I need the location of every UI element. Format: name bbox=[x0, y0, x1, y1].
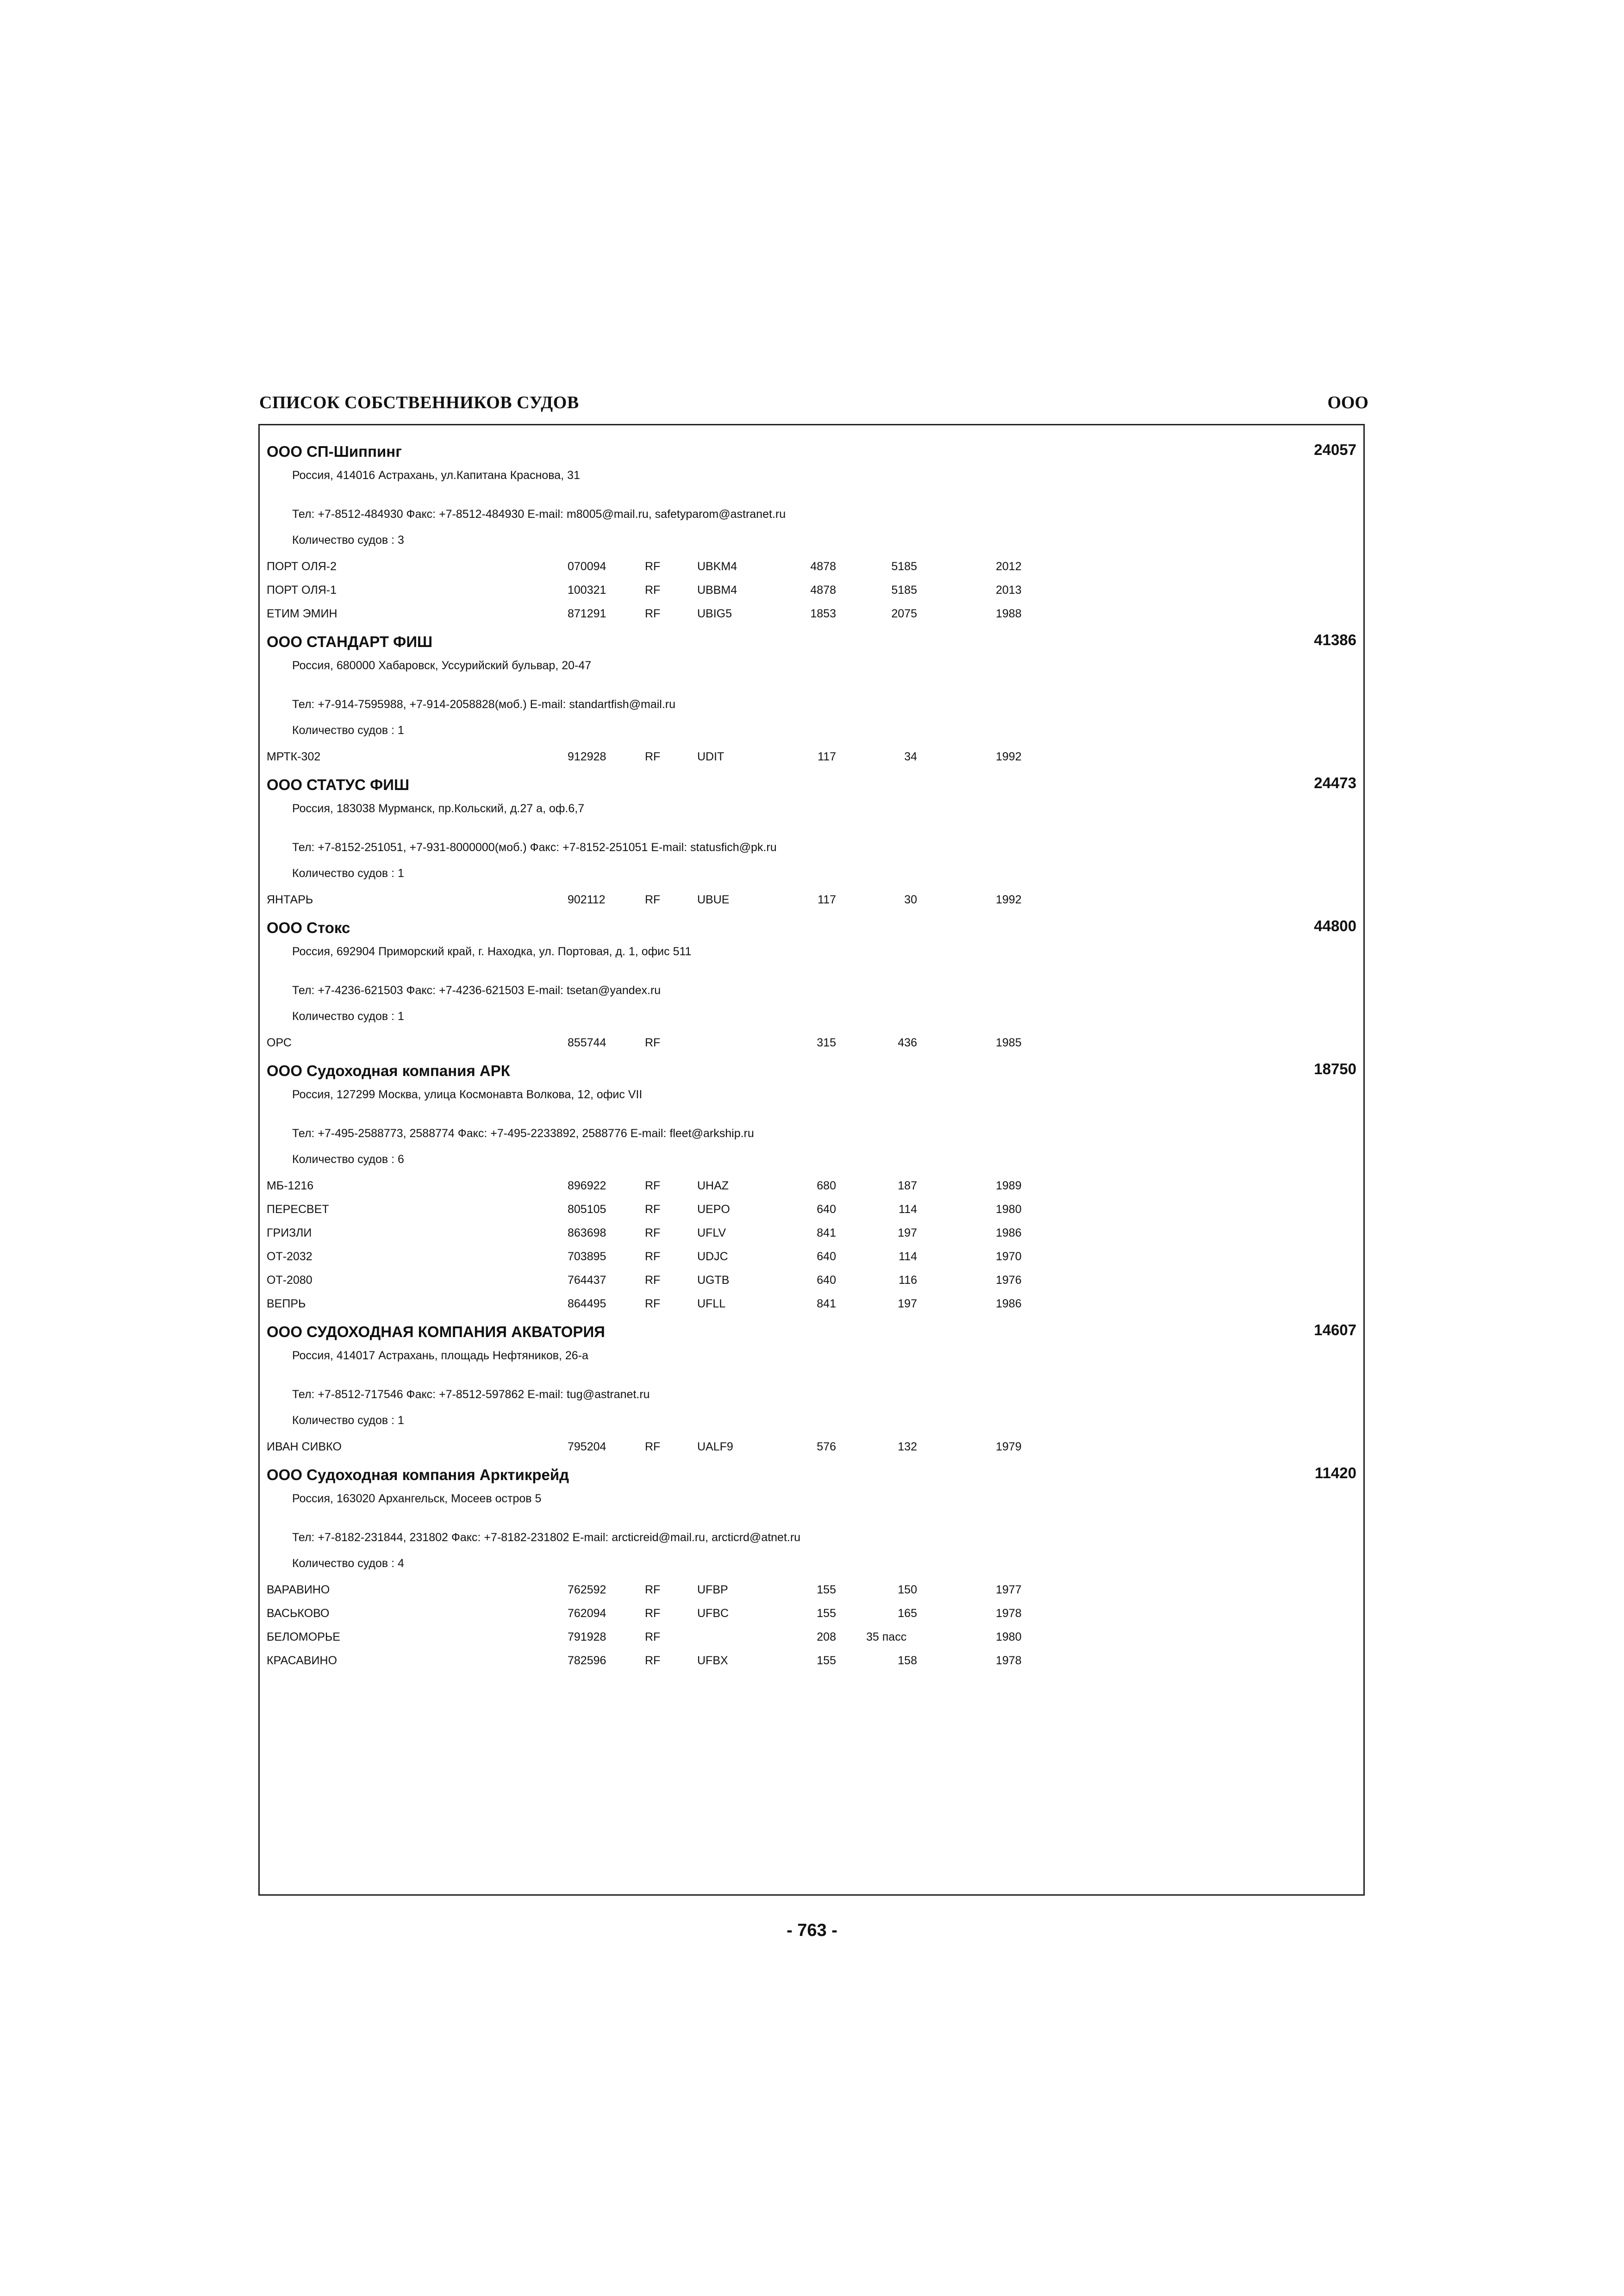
vessel-gross-tonnage: 4878 bbox=[810, 584, 836, 597]
vessel-gross-tonnage: 155 bbox=[817, 1583, 836, 1596]
owner-entry bbox=[260, 1058, 1363, 1318]
owner-contact: Тел: +7-8182-231844, 231802 Факс: +7-8182-231802 E-mail: arcticreid@mail.ru, arcticrd@atnet.ru bbox=[292, 1531, 801, 1544]
owners-list-frame bbox=[258, 424, 1365, 1896]
vessel-callsign: UALF9 bbox=[697, 1440, 733, 1453]
vessel-name: ОТ-2080 bbox=[267, 1274, 312, 1287]
owner-address: Россия, 127299 Москва, улица Космонавта Волкова, 12, офис VII bbox=[292, 1088, 643, 1101]
vessel-name: БЕЛОМОРЬЕ bbox=[267, 1630, 340, 1643]
owner-contact: Тел: +7-4236-621503 Факс: +7-4236-621503 E-mail: tsetan@yandex.ru bbox=[292, 984, 661, 997]
vessel-flag: RF bbox=[645, 1274, 661, 1287]
vessel-number: 070094 bbox=[568, 560, 606, 573]
vessel-count: Количество судов : 3 bbox=[292, 534, 404, 547]
vessel-number: 762592 bbox=[568, 1583, 606, 1596]
vessel-deadweight: 150 bbox=[898, 1583, 917, 1596]
vessel-row bbox=[260, 747, 1363, 771]
vessel-deadweight: 34 bbox=[904, 750, 917, 763]
vessel-flag: RF bbox=[645, 1440, 661, 1453]
vessel-row bbox=[260, 604, 1363, 628]
vessel-year-built: 1980 bbox=[996, 1203, 1022, 1216]
vessel-flag: RF bbox=[645, 607, 661, 620]
vessel-row bbox=[260, 1627, 1363, 1651]
vessel-flag: RF bbox=[645, 1607, 661, 1620]
vessel-count: Количество судов : 1 bbox=[292, 1414, 404, 1427]
vessel-deadweight: 30 bbox=[904, 893, 917, 906]
vessel-number: 762094 bbox=[568, 1607, 606, 1620]
vessel-callsign: UBKM4 bbox=[697, 560, 737, 573]
owner-name: ООО Судоходная компания Арктикрейд bbox=[267, 1466, 569, 1483]
vessel-flag: RF bbox=[645, 1203, 661, 1216]
vessel-flag: RF bbox=[645, 1226, 661, 1239]
owner-address: Россия, 414016 Астрахань, ул.Капитана Краснова, 31 bbox=[292, 469, 580, 482]
vessel-gross-tonnage: 841 bbox=[817, 1226, 836, 1239]
owner-entry-header bbox=[260, 1319, 1363, 1346]
owners-list bbox=[260, 439, 1363, 1676]
vessel-flag: RF bbox=[645, 1630, 661, 1643]
vessel-year-built: 1992 bbox=[996, 893, 1022, 906]
vessel-deadweight: 114 bbox=[899, 1250, 917, 1263]
vessel-name: ПОРТ ОЛЯ-1 bbox=[267, 584, 337, 597]
owner-entry bbox=[260, 772, 1363, 914]
vessel-row bbox=[260, 1294, 1363, 1318]
vessel-count: Количество судов : 6 bbox=[292, 1153, 404, 1166]
vessel-name: КРАСАВИНО bbox=[267, 1654, 337, 1667]
owner-id: 24473 bbox=[1314, 774, 1356, 791]
vessel-row bbox=[260, 557, 1363, 580]
vessel-row bbox=[260, 1270, 1363, 1294]
owner-entry bbox=[260, 1319, 1363, 1461]
vessel-deadweight: 5185 bbox=[891, 584, 917, 597]
vessel-callsign: UDIT bbox=[697, 750, 725, 763]
vessel-name: ИВАН СИВКО bbox=[267, 1440, 342, 1453]
vessel-number: 871291 bbox=[568, 607, 606, 620]
vessel-name: ВАСЬКОВО bbox=[267, 1607, 330, 1620]
vessel-callsign: UFBC bbox=[697, 1607, 729, 1620]
vessel-callsign: UDJC bbox=[697, 1250, 728, 1263]
vessel-year-built: 1977 bbox=[996, 1583, 1022, 1596]
owner-entry-header bbox=[260, 629, 1363, 656]
vessel-deadweight: 132 bbox=[898, 1440, 917, 1453]
vessel-deadweight: 187 bbox=[898, 1179, 917, 1192]
vessel-gross-tonnage: 640 bbox=[817, 1274, 836, 1287]
vessel-year-built: 1980 bbox=[996, 1630, 1022, 1643]
vessel-row bbox=[260, 890, 1363, 914]
vessel-count: Количество судов : 1 bbox=[292, 724, 404, 737]
vessel-flag: RF bbox=[645, 1036, 661, 1049]
vessel-row bbox=[260, 1200, 1363, 1223]
vessel-flag: RF bbox=[645, 1297, 661, 1310]
vessel-callsign: UBIG5 bbox=[697, 607, 732, 620]
vessel-row bbox=[260, 1604, 1363, 1627]
vessel-deadweight: 35 пасс bbox=[866, 1630, 907, 1643]
owner-entry bbox=[260, 915, 1363, 1057]
vessel-callsign: UEPO bbox=[697, 1203, 730, 1216]
vessel-callsign: UFLV bbox=[697, 1226, 726, 1239]
vessel-year-built: 1988 bbox=[996, 607, 1022, 620]
vessel-name: ОТ-2032 bbox=[267, 1250, 312, 1263]
vessel-gross-tonnage: 640 bbox=[817, 1250, 836, 1263]
vessel-year-built: 1992 bbox=[996, 750, 1022, 763]
vessel-flag: RF bbox=[645, 1179, 661, 1192]
vessel-number: 863698 bbox=[568, 1226, 606, 1239]
owner-id: 11420 bbox=[1315, 1464, 1356, 1481]
owner-entry bbox=[260, 629, 1363, 771]
owner-contact: Тел: +7-495-2588773, 2588774 Факс: +7-495-2233892, 2588776 E-mail: fleet@arkship.ru bbox=[292, 1127, 754, 1140]
vessel-gross-tonnage: 680 bbox=[817, 1179, 836, 1192]
vessel-flag: RF bbox=[645, 750, 661, 763]
owner-contact: Тел: +7-8512-717546 Факс: +7-8512-597862 E-mail: tug@astranet.ru bbox=[292, 1388, 650, 1401]
owner-id: 24057 bbox=[1314, 441, 1356, 458]
vessel-deadweight: 165 bbox=[898, 1607, 917, 1620]
vessel-row bbox=[260, 1580, 1363, 1604]
vessel-deadweight: 197 bbox=[898, 1297, 917, 1310]
vessel-count: Количество судов : 1 bbox=[292, 1010, 404, 1023]
owner-entry-header bbox=[260, 1462, 1363, 1489]
owner-contact: Тел: +7-8152-251051, +7-931-8000000(моб.) Факс: +7-8152-251051 E-mail: statusfich@pk.ru bbox=[292, 841, 777, 854]
vessel-gross-tonnage: 208 bbox=[817, 1630, 836, 1643]
vessel-callsign: UFLL bbox=[697, 1297, 726, 1310]
vessel-flag: RF bbox=[645, 560, 661, 573]
vessel-year-built: 1986 bbox=[996, 1297, 1022, 1310]
owner-entry-header bbox=[260, 915, 1363, 942]
vessel-number: 795204 bbox=[568, 1440, 606, 1453]
vessel-count: Количество судов : 1 bbox=[292, 867, 404, 880]
vessel-number: 764437 bbox=[568, 1274, 606, 1287]
vessel-row bbox=[260, 1247, 1363, 1270]
owner-address: Россия, 183038 Мурманск, пр.Кольский, д.27 а, оф.6,7 bbox=[292, 802, 585, 815]
owner-name: ООО Судоходная компания АРК bbox=[267, 1062, 510, 1079]
vessel-flag: RF bbox=[645, 1583, 661, 1596]
vessel-number: 902112 bbox=[568, 893, 606, 906]
vessel-deadweight: 158 bbox=[898, 1654, 917, 1667]
vessel-callsign: UGTB bbox=[697, 1274, 730, 1287]
vessel-number: 864495 bbox=[568, 1297, 606, 1310]
vessel-number: 896922 bbox=[568, 1179, 606, 1192]
owner-name: ООО СТАНДАРТ ФИШ bbox=[267, 633, 433, 650]
vessel-year-built: 1976 bbox=[996, 1274, 1022, 1287]
owner-entry bbox=[260, 439, 1363, 628]
vessel-deadweight: 436 bbox=[898, 1036, 917, 1049]
vessel-name: ЕТИМ ЭМИН bbox=[267, 607, 337, 620]
owner-id: 44800 bbox=[1314, 917, 1356, 934]
vessel-number: 703895 bbox=[568, 1250, 606, 1263]
vessel-name: ВАРАВИНО bbox=[267, 1583, 330, 1596]
page-number: - 763 - bbox=[787, 1921, 837, 1940]
vessel-number: 805105 bbox=[568, 1203, 606, 1216]
owner-name: ООО СУДОХОДНАЯ КОМПАНИЯ АКВАТОРИЯ bbox=[267, 1323, 605, 1340]
page-header-title: СПИСОК СОБСТВЕННИКОВ СУДОВ bbox=[259, 393, 579, 412]
vessel-number: 791928 bbox=[568, 1630, 606, 1643]
vessel-year-built: 1978 bbox=[996, 1607, 1022, 1620]
vessel-callsign: UBBM4 bbox=[697, 584, 737, 597]
vessel-gross-tonnage: 155 bbox=[817, 1607, 836, 1620]
owner-address: Россия, 692904 Приморский край, г. Находка, ул. Портовая, д. 1, офис 511 bbox=[292, 945, 692, 958]
owner-contact: Тел: +7-8512-484930 Факс: +7-8512-484930 E-mail: m8005@mail.ru, safetyparom@astranet.ru bbox=[292, 508, 786, 521]
vessel-gross-tonnage: 315 bbox=[817, 1036, 836, 1049]
vessel-callsign: UFBP bbox=[697, 1583, 728, 1596]
owner-entry-header bbox=[260, 439, 1363, 466]
vessel-flag: RF bbox=[645, 584, 661, 597]
vessel-flag: RF bbox=[645, 1250, 661, 1263]
vessel-callsign: UFBX bbox=[697, 1654, 728, 1667]
owner-address: Россия, 163020 Архангельск, Мосеев остров 5 bbox=[292, 1492, 542, 1505]
vessel-count: Количество судов : 4 bbox=[292, 1557, 404, 1570]
owner-entry-header bbox=[260, 1058, 1363, 1085]
vessel-row bbox=[260, 1437, 1363, 1461]
vessel-year-built: 1979 bbox=[996, 1440, 1022, 1453]
owner-entry-header bbox=[260, 772, 1363, 799]
vessel-year-built: 1989 bbox=[996, 1179, 1022, 1192]
vessel-gross-tonnage: 1853 bbox=[810, 607, 836, 620]
owner-id: 18750 bbox=[1314, 1060, 1356, 1077]
vessel-row bbox=[260, 1223, 1363, 1247]
vessel-row bbox=[260, 1651, 1363, 1674]
vessel-gross-tonnage: 155 bbox=[817, 1654, 836, 1667]
owner-name: ООО Стокс bbox=[267, 919, 350, 936]
vessel-gross-tonnage: 117 bbox=[818, 893, 836, 906]
vessel-gross-tonnage: 4878 bbox=[810, 560, 836, 573]
vessel-year-built: 2013 bbox=[996, 584, 1022, 597]
vessel-name: ГРИЗЛИ bbox=[267, 1226, 312, 1239]
vessel-gross-tonnage: 841 bbox=[817, 1297, 836, 1310]
vessel-number: 912928 bbox=[568, 750, 606, 763]
vessel-gross-tonnage: 576 bbox=[817, 1440, 836, 1453]
vessel-name: ЯНТАРЬ bbox=[267, 893, 313, 906]
owner-name: ООО СП-Шиппинг bbox=[267, 443, 402, 460]
vessel-deadweight: 116 bbox=[899, 1274, 917, 1287]
owner-address: Россия, 680000 Хабаровск, Уссурийский бульвар, 20-47 bbox=[292, 659, 592, 672]
vessel-name: МБ-1216 bbox=[267, 1179, 314, 1192]
vessel-callsign: UBUE bbox=[697, 893, 730, 906]
vessel-name: ПОРТ ОЛЯ-2 bbox=[267, 560, 337, 573]
owner-address: Россия, 414017 Астрахань, площадь Нефтяников, 26-а bbox=[292, 1349, 588, 1362]
owner-id: 41386 bbox=[1314, 631, 1356, 648]
vessel-flag: RF bbox=[645, 1654, 661, 1667]
vessel-name: ВЕПРЬ bbox=[267, 1297, 306, 1310]
vessel-number: 100321 bbox=[568, 584, 606, 597]
vessel-year-built: 1978 bbox=[996, 1654, 1022, 1667]
vessel-deadweight: 114 bbox=[899, 1203, 917, 1216]
owner-entry bbox=[260, 1462, 1363, 1674]
vessel-number: 782596 bbox=[568, 1654, 606, 1667]
vessel-row bbox=[260, 580, 1363, 604]
vessel-year-built: 1985 bbox=[996, 1036, 1022, 1049]
page-header-section: ООО bbox=[1327, 393, 1368, 412]
vessel-gross-tonnage: 640 bbox=[817, 1203, 836, 1216]
vessel-deadweight: 197 bbox=[898, 1226, 917, 1239]
vessel-row bbox=[260, 1033, 1363, 1057]
vessel-name: ОРС bbox=[267, 1036, 292, 1049]
owner-contact: Тел: +7-914-7595988, +7-914-2058828(моб.) E-mail: standartfish@mail.ru bbox=[292, 698, 676, 711]
vessel-year-built: 2012 bbox=[996, 560, 1022, 573]
vessel-year-built: 1986 bbox=[996, 1226, 1022, 1239]
vessel-deadweight: 5185 bbox=[891, 560, 917, 573]
owner-name: ООО СТАТУС ФИШ bbox=[267, 776, 410, 793]
vessel-name: ПЕРЕСВЕТ bbox=[267, 1203, 329, 1216]
vessel-number: 855744 bbox=[568, 1036, 606, 1049]
vessel-deadweight: 2075 bbox=[891, 607, 917, 620]
vessel-flag: RF bbox=[645, 893, 661, 906]
vessel-name: МРТК-302 bbox=[267, 750, 321, 763]
vessel-row bbox=[260, 1176, 1363, 1200]
owner-id: 14607 bbox=[1314, 1321, 1356, 1338]
vessel-callsign: UHAZ bbox=[697, 1179, 729, 1192]
vessel-year-built: 1970 bbox=[996, 1250, 1022, 1263]
vessel-gross-tonnage: 117 bbox=[818, 750, 836, 763]
